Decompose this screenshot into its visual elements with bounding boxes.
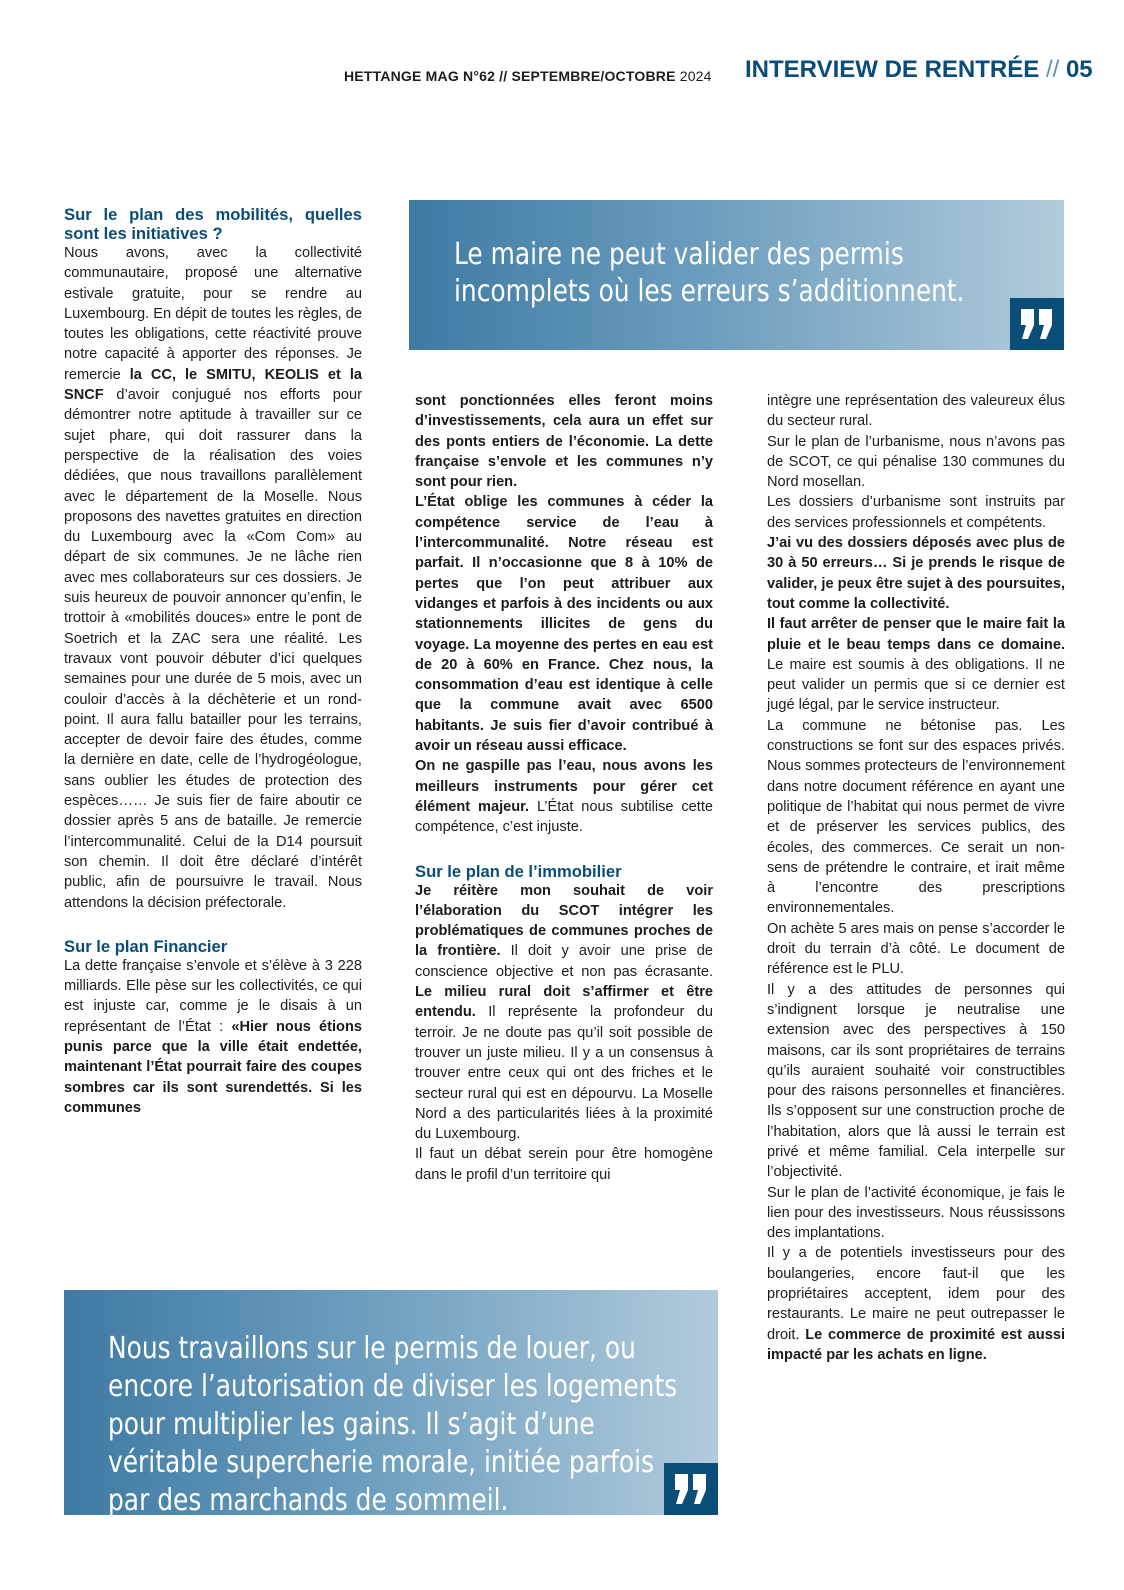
bold-text: sont ponctionnées elles feront moins d’investissements, cela aura un effet sur des ponts entiers de l’économie. La dette française s’envole et les communes n’y sont pour rien. bbox=[415, 393, 713, 491]
text: Il doit y avoir une prise de conscience objective et non pas écrasante. bbox=[415, 943, 713, 980]
column-3 bbox=[767, 391, 1065, 1365]
column-2 bbox=[415, 391, 713, 1185]
heading-immobilier: Sur le plan de l’immobilier bbox=[415, 861, 622, 881]
quote-mark-icon bbox=[664, 1463, 718, 1515]
page-number: 05 bbox=[1065, 56, 1093, 83]
paragraph bbox=[767, 1243, 1065, 1365]
pull-quote-bottom bbox=[64, 1290, 718, 1518]
heading-mobilites: Sur le plan des mobilités, quelles sont les initiatives ? bbox=[64, 205, 362, 243]
text: d’avoir conjugué nos efforts pour démontrer notre aptitude à travailler sur ce sujet phare, qui doit rassurer dans la perspective de la réalisation des voies dédiées, que nous travaillons parallèlement avec le département de la Moselle. Nous proposons des navettes gratuites en direction du Luxembourg avec la «Com Com» au départ de six communes. Je ne lâche rien avec mes collaborateurs sur ces dossiers. Je suis heureux de pouvoir annoncer qu’enfin, le trottoir à «mobilités douces» entre le pont de Soetrich et la ZAC sera une réalité. Les travaux vont pouvoir débuter d’ici quelques semaines pour une durée de 5 mois, avec un couloir d’accès à la déchèterie et un rond-point. Il aura fallu batailler pour les terrains, accepter de devoir faire des études, comme la dernière en date, celle de l’hydrogéologue, sans oublier les études de protection des espèces…… Je suis fier de faire aboutir ce dossier après 5 ans de bataille. Je remercie l’intercommunalité. Celui de la D14 poursuit son chemin. Il doit être déclaré d’intérêt public, afin de poursuivre le travail. Nous attendons la décision préfectorale. bbox=[64, 387, 362, 911]
paragraph bbox=[415, 756, 713, 837]
paragraph: Sur le plan de l’activité économique, je fais le lien pour des investisseurs. Nous réussissons des implantations. bbox=[767, 1184, 1065, 1242]
section-title bbox=[745, 56, 1093, 84]
paragraph bbox=[415, 881, 713, 1145]
pull-quote-text: Nous travaillons sur le permis de louer, ou encore l’autorisation de diviser les logements pour multiplier les gains. Il s’agit d’une véritable supercherie morale, initiée parfois par des marchands de sommeil. bbox=[108, 1331, 678, 1518]
paragraph bbox=[767, 614, 1065, 715]
issue-year: 2024 bbox=[679, 68, 712, 84]
paragraph bbox=[767, 533, 1065, 614]
paragraph: La commune ne bétonise pas. Les constructions se font sur des espaces privés. Nous sommes protecteurs de l’environnement dans notre document référence en ayant une politique de l’habitat qui nous permet de vivre et de préserver les services publics, des écoles, des commerces. Ce serait un non-sens de prétendre le contraire, et irait même à l’encontre des prescriptions environnementales. bbox=[767, 717, 1065, 917]
page-header bbox=[0, 56, 1124, 92]
bold-text: Je réitère mon souhait de voir l’élaboration du SCOT intégrer les problématiques de communes proches de la frontière. bbox=[415, 882, 713, 960]
section-separator: // bbox=[1045, 56, 1060, 83]
bold-text: Le milieu rural doit s’affirmer et être entendu. bbox=[415, 984, 713, 1021]
text: L’État nous subtilise cette compétence, c’est injuste. bbox=[415, 798, 713, 836]
paragraph: intègre une représentation des valeureux élus du secteur rural. bbox=[767, 393, 1065, 430]
magazine-issue bbox=[344, 68, 712, 84]
paragraph: Les dossiers d’urbanisme sont instruits par des services professionnels et compétents. bbox=[767, 494, 1065, 531]
heading-financier: Sur le plan Financier bbox=[64, 936, 228, 956]
section-name: INTERVIEW DE RENTRÉE bbox=[745, 56, 1040, 83]
text: Il y a de potentiels investisseurs pour des boulangeries, encore faut-il que les propriétaires acceptent, idem pour des restaurants. Le maire ne peut outrepasser le droit. bbox=[767, 1245, 1065, 1343]
text: Il représente la profondeur du terroir. Je ne doute pas qu’il soit possible de trouver un juste milieu. Il y a un consensus à trouver entre ceux qui ont des friches et le secteur rural qui est en dépourvu. La Moselle Nord a des particularités liées à la proximité du Luxembourg. bbox=[415, 1004, 713, 1143]
magazine-title: HETTANGE MAG N°62 // SEPTEMBRE/OCTOBRE bbox=[344, 68, 676, 84]
text: Nous avons, avec la collectivité communautaire, proposé une alternative estivale gratuite, pour se rendre au Luxembourg. En dépit de toutes les règles, de toutes les obligations, cette réactivité prouve notre capacité à apporter des réponses. Je remercie bbox=[64, 245, 362, 383]
paragraph: On achète 5 ares mais on pense s’accorder le droit du terrain d’à côté. Le document de référence est le PLU. bbox=[767, 920, 1065, 978]
paragraph-financier bbox=[64, 956, 362, 1118]
bold-text: Il faut arrêter de penser que le maire fait la pluie et le beau temps dans ce domaine. bbox=[767, 616, 1065, 653]
text: La dette française s’envole et s’élève à 3 228 milliards. Elle pèse sur les collectivités, ce qui est injuste car, comme je le disais à un représentant de l’État : bbox=[64, 957, 362, 1035]
pull-quote-top bbox=[409, 200, 1064, 350]
paragraph bbox=[415, 391, 713, 492]
text: Le maire est soumis à des obligations. Il ne peut valider un permis que si ce dernier est jugé légal, par le service instructeur. bbox=[767, 656, 1065, 714]
bold-text: J’ai vu des dossiers déposés avec plus de 30 à 50 erreurs… Si je prends le risque de valider, je peux être sujet à des poursuites, tout comme la collectivité. bbox=[767, 535, 1065, 612]
bold-text: On ne gaspille pas l’eau, nous avons les meilleurs instruments pour gérer cet élément majeur. bbox=[415, 758, 713, 815]
paragraph-mobilites bbox=[64, 243, 362, 913]
paragraph bbox=[415, 492, 713, 756]
paragraph: Sur le plan de l’urbanisme, nous n’avons pas de SCOT, ce qui pénalise 130 communes du Nord mosellan. bbox=[767, 433, 1065, 491]
paragraph: Il y a des attitudes de personnes qui s’indignent lorsque je neutralise une extension avec des perspectives à 150 maisons, car ils sont propriétaires de terrains qu’ils auraient souhaité voir constructibles pour des raisons personnelles et financières. Ils s’opposent sur une construction proche de l’habitation, alors que là aussi le terrain est privé et même familial. Cela interpelle sur l’objectivité. bbox=[767, 981, 1065, 1181]
quote-mark-icon bbox=[1010, 298, 1064, 350]
bold-text: la CC, le SMITU, KEOLIS et la SNCF bbox=[64, 366, 362, 404]
column-1 bbox=[64, 205, 362, 1118]
bold-text: L’État oblige les communes à céder la compétence service de l’eau à l’intercommunalité. Notre réseau est parfait. Il n’occasionne que 8 à 10% de pertes que l’on peut attribuer aux vidanges et parfois à des incidents ou aux stationnements illicites de gens du voyage. La moyenne des pertes en eau est de 20 à 60% en France. Chez nous, la consommation d’eau est identique à celle que la commune avait avec 6500 habitants. Je suis fier d’avoir contribué à avoir un réseau aussi efficace. bbox=[415, 494, 713, 755]
bold-text: «Hier nous étions punis parce que la ville était endettée, maintenant l’État pourrait faire des coupes sombres car ils sont surendettés. Si les communes bbox=[64, 1018, 362, 1116]
paragraph: Il faut un débat serein pour être homogène dans le profil d’un territoire qui bbox=[415, 1146, 713, 1183]
bold-text: Le commerce de proximité est aussi impacté par les achats en ligne. bbox=[767, 1326, 1066, 1363]
pull-quote-text: Le maire ne peut valider des permis incomplets où les erreurs s’additionnent. bbox=[454, 237, 965, 309]
